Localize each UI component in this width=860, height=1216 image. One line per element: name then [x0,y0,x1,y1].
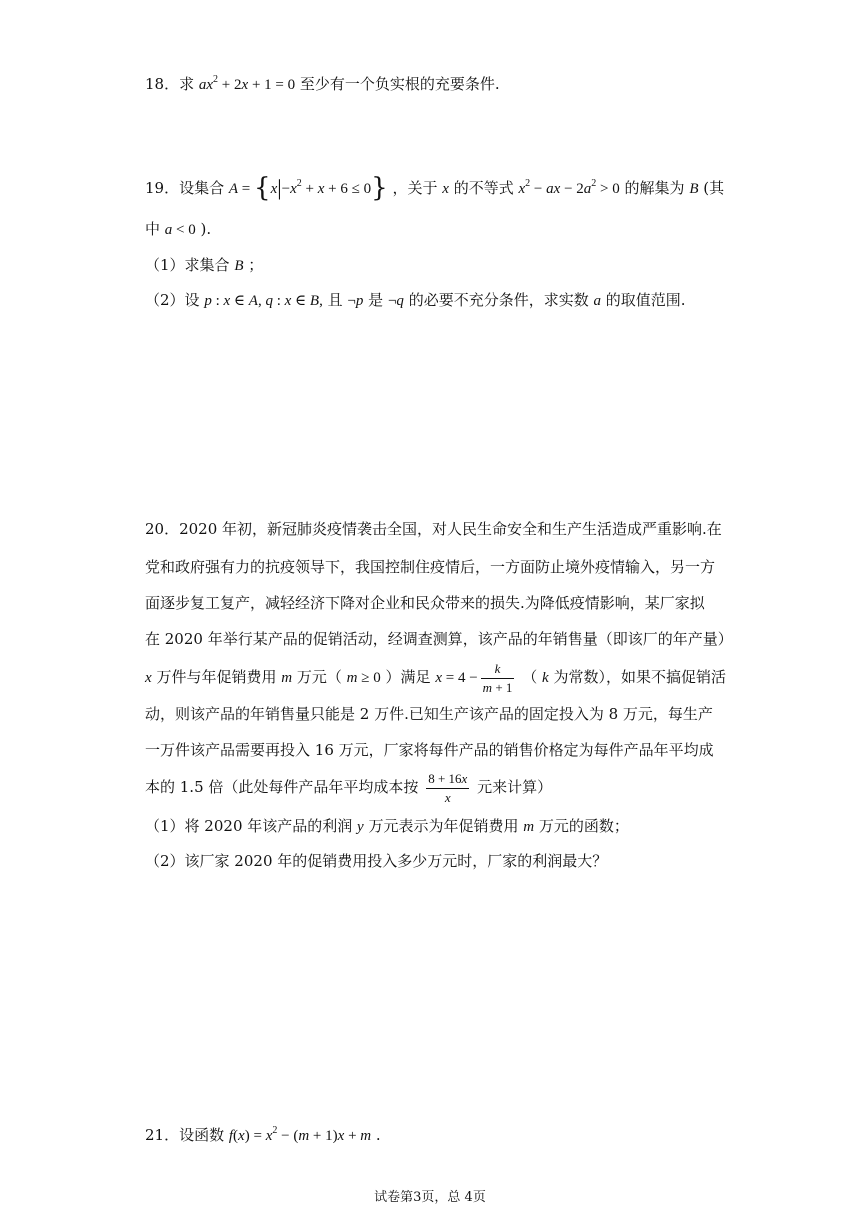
q20-part1: （1）将 2020 年该产品的利润 y 万元表示为年促销费用 m 万元的函数； [145,817,629,835]
q19-part1: （1）求集合 B ； [145,256,264,274]
q20-line1: 20．2020 年初，新冠肺炎疫情袭击全国，对人民生命安全和生产生活造成严重影响.在 [145,520,722,538]
q20-line3: 面逐步复工复产，减轻经济下降对企业和民众带来的损失.为降低疫情影响，某厂家拟 [145,594,705,612]
q20-line8: 本的 1.5 倍（此处每件产品年平均成本按 $\frac{8 + 16x}{x}$ 元来计算） [145,771,553,805]
q18-text: 至少有一个负实根的充要条件. [299,75,500,93]
q18-line [145,72,500,97]
q20-line6: 动，则该产品的年销售量只能是 2 万件.已知生产该产品的固定投入为 8 万元，每生产 [145,705,713,723]
q20-cost-formula: $\frac{8 + 16x}{x}$ [428,771,468,805]
q20-sales-formula: x = 4 − $\frac{k}{m + 1}$ [435,661,513,695]
q20-line4: 在 2020 年举行某产品的促销活动，经调查测算，该产品的年销售量（即该厂的年产量） [145,630,733,648]
q19-part2: （2）设 p : x ∈ A, q : x ∈ B, 且 ¬p 是 ¬q 的必要不充分条件，求实数 a 的取值范围. [145,291,686,309]
q19-line2: 中 a < 0 ). [145,220,212,238]
q21-line: 21．设函数 $f(x) = x^2 - (m + 1)x + m$ . [145,1125,381,1144]
q20-line5: x 万件与年促销费用 m 万元（ m ≥ 0 ）满足 x = 4 − $\frac{k}{m + 1}$ （ k 为常数），如果不搞促销活 [145,661,726,695]
q19-line1: 19．设集合 $A = \{x|-x^2 + x + 6 \le 0\}$ ，关于 x 的不等式 $x^2$ − ax − $2a^2 > 0$ 的解集为 B (其 [145,173,725,203]
q19-set-a: $A = \{x|-x^2 + x + 6 \le 0\}$ [228,173,388,203]
q20-line7: 一万件该产品需要再投入 16 万元，厂家将每件产品的销售价格定为每件产品年平均成 [145,741,714,759]
q20-part2: （2）该厂家 2020 年的促销费用投入多少万元时，厂家的利润最大？ [145,852,608,870]
q19-inequality: $x^2$ − ax − $2a^2 > 0$ [518,178,620,197]
q20-line2: 党和政府强有力的抗疫领导下，我国控制住疫情后，一方面防止境外疫情输入，另一方 [145,558,716,576]
q19-number: 19．设集合 [145,179,225,197]
page-footer: 试卷第3页，总 4页 [374,1190,486,1205]
q21-function: $f(x) = x^2 - (m + 1)x + m$ [228,1125,372,1144]
q18-equation: $ax^2 + 2x + 1 = 0$ [198,74,296,93]
q18-number: 18．求 [145,75,195,93]
q21-number: 21．设函数 [145,1126,225,1144]
